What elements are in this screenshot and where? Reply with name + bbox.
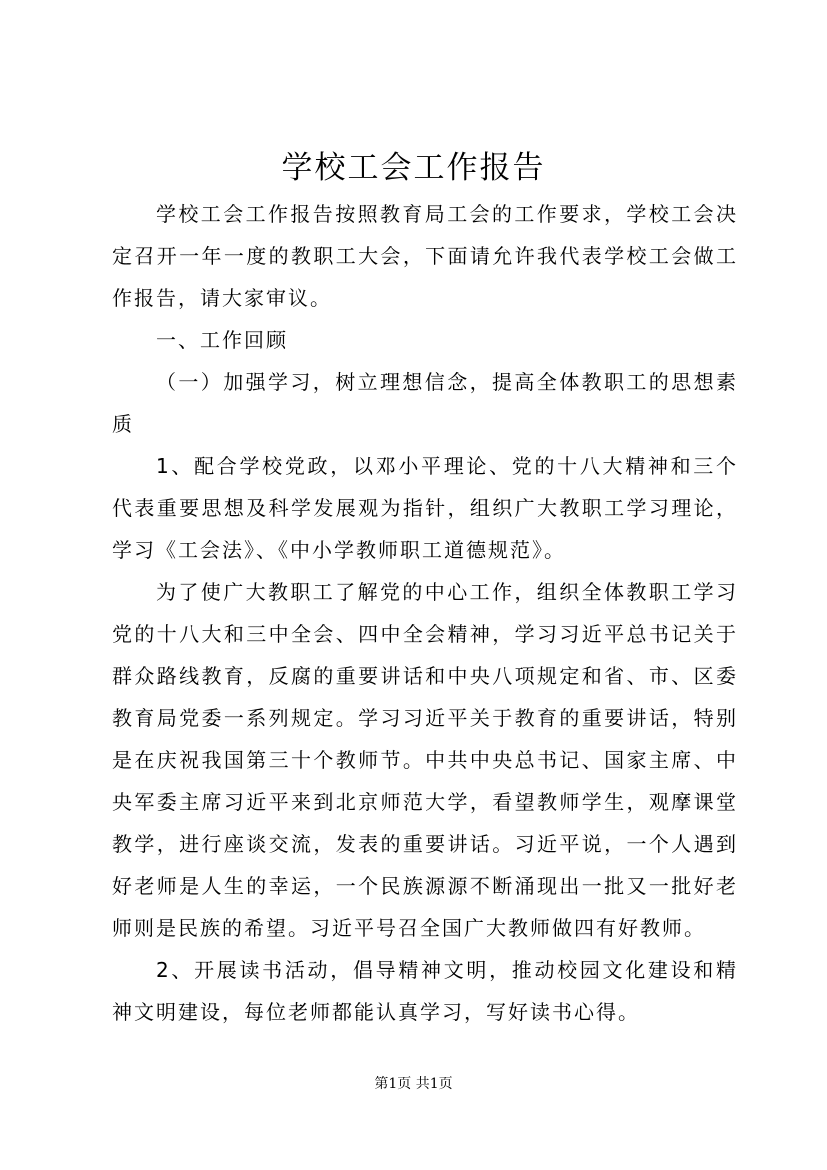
subsection-heading-strengthen-study: （一）加强学习，树立理想信念，提高全体教职工的思想素质	[112, 370, 738, 436]
paragraph-intro: 学校工会工作报告按照教育局工会的工作要求，学校工会决定召开一年一度的教职工大会，下面请允许我代表学校工会做工作报告，请大家审议。	[112, 202, 738, 310]
paragraph-item-1: 1、配合学校党政，以邓小平理论、党的十八大精神和三个代表重要思想及科学发展观为指针，组织广大教职工学习理论，学习《工会法》、《中小学教师职工道德规范》。	[112, 454, 738, 562]
page-footer: 第1页 共1页	[374, 1076, 453, 1092]
paragraph-item-2: 2、开展读书活动，倡导精神文明，推动校园文化建设和精神文明建设，每位老师都能认真学习，写好读书心得。	[112, 958, 738, 1024]
section-heading-work-review: 一、工作回顾	[156, 328, 288, 352]
paragraph-central-work: 为了使广大教职工了解党的中心工作，组织全体教职工学习党的十八大和三中全会、四中全会精神，学习习近平总书记关于群众路线教育，反腐的重要讲话和中央八项规定和省、市、区委教育局党委一系列规定。学习习近平关于教育的重要讲话，特别是在庆祝我国第三十个教师节。中共中央总书记、国家主席、中央军委主席习近平来到北京师范大学，看望教师学生，观摩课堂教学，进行座谈交流，发表的重要讲话。习近平说，一个人遇到好老师是人生的幸运，一个民族源源不断涌现出一批又一批好老师则是民族的希望。习近平号召全国广大教师做四有好教师。	[112, 580, 738, 940]
document-title: 学校工会工作报告	[281, 150, 546, 186]
document-body	[112, 193, 738, 1033]
